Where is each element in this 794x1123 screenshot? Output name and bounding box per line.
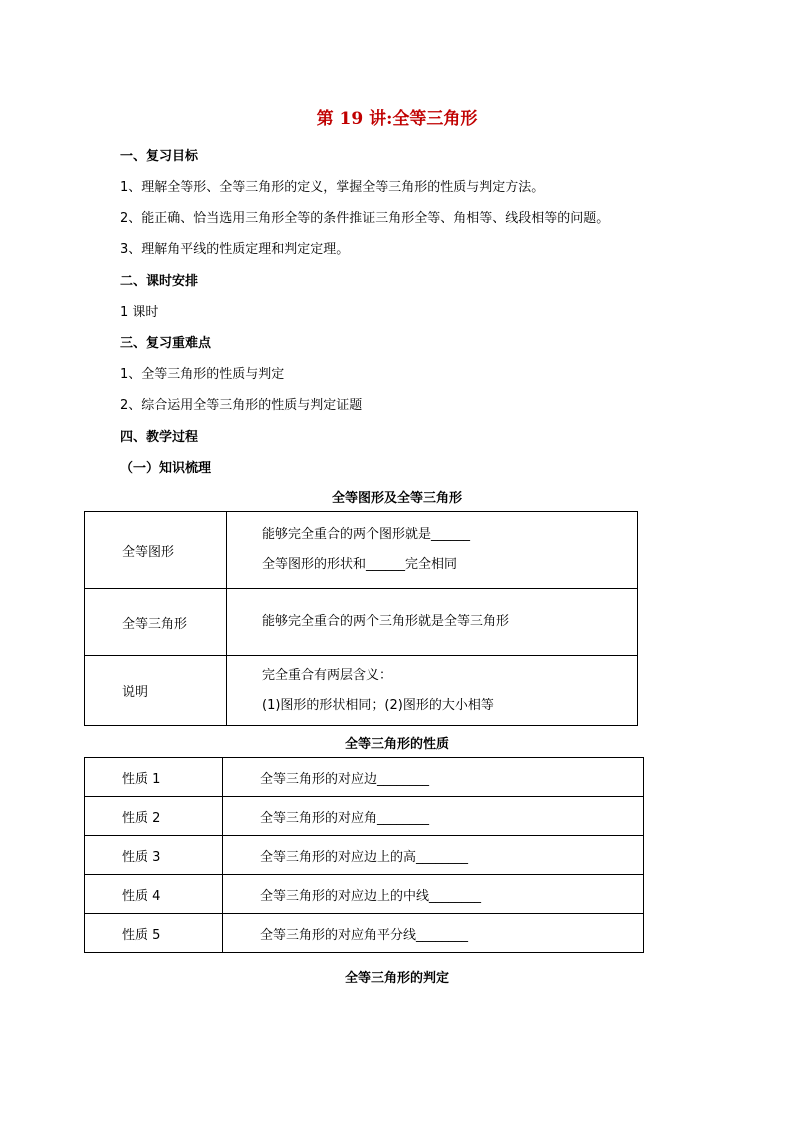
key-point-item: 1、全等三角形的性质与判定 <box>120 367 285 382</box>
property-text: 全等三角形的对应角平分线________ <box>223 914 644 953</box>
table-caption-criteria: 全等三角形的判定 <box>344 971 449 986</box>
content-line: 能够完全重合的两个三角形就是全等三角形 <box>262 614 510 629</box>
table-row <box>85 656 638 726</box>
table-caption-congruent-figures: 全等图形及全等三角形 <box>331 491 462 506</box>
property-label: 性质 5 <box>85 914 223 953</box>
property-label: 性质 2 <box>85 797 223 836</box>
content-line: 能够完全重合的两个图形就是______ <box>262 527 471 542</box>
table-row <box>85 589 638 656</box>
row-content <box>227 589 638 656</box>
section-heading-teaching-process: 四、教学过程 <box>120 430 199 445</box>
table-row <box>85 914 644 953</box>
content-line: 全等图形的形状和______完全相同 <box>262 557 458 572</box>
property-text: 全等三角形的对应边________ <box>223 758 644 797</box>
row-content <box>227 512 638 589</box>
property-text: 全等三角形的对应边上的中线________ <box>223 875 644 914</box>
page-title: 第 19 讲:全等三角形 <box>316 109 478 129</box>
property-label: 性质 3 <box>85 836 223 875</box>
goal-item: 3、理解角平线的性质定理和判定定理。 <box>120 242 350 257</box>
section-heading-key-points: 三、复习重难点 <box>120 336 212 351</box>
key-point-item: 2、综合运用全等三角形的性质与判定证题 <box>120 398 363 413</box>
property-text: 全等三角形的对应角________ <box>223 797 644 836</box>
schedule-text: 1 课时 <box>120 305 159 320</box>
table-row <box>85 512 638 589</box>
content-line: (1)图形的形状相同；(2)图形的大小相等 <box>262 697 494 713</box>
congruent-figures-table <box>84 511 638 726</box>
row-content <box>227 656 638 726</box>
goal-item: 2、能正确、恰当选用三角形全等的条件推证三角形全等、角相等、线段相等的问题。 <box>120 211 610 226</box>
property-label: 性质 4 <box>85 875 223 914</box>
row-label: 说明 <box>85 656 227 726</box>
table-row <box>85 875 644 914</box>
property-label: 性质 1 <box>85 758 223 797</box>
subsection-heading-knowledge: （一）知识梳理 <box>120 461 212 476</box>
table-row <box>85 836 644 875</box>
properties-table <box>84 757 644 953</box>
row-label: 全等三角形 <box>85 589 227 656</box>
table-row <box>85 758 644 797</box>
table-caption-properties: 全等三角形的性质 <box>344 737 449 752</box>
row-label: 全等图形 <box>85 512 227 589</box>
section-heading-schedule: 二、课时安排 <box>120 274 199 289</box>
section-heading-review-goals: 一、复习目标 <box>120 149 199 164</box>
table-row <box>85 797 644 836</box>
property-text: 全等三角形的对应边上的高________ <box>223 836 644 875</box>
goal-item: 1、理解全等形、全等三角形的定义，掌握全等三角形的性质与判定方法。 <box>120 180 545 195</box>
content-line: 完全重合有两层含义： <box>262 667 393 683</box>
